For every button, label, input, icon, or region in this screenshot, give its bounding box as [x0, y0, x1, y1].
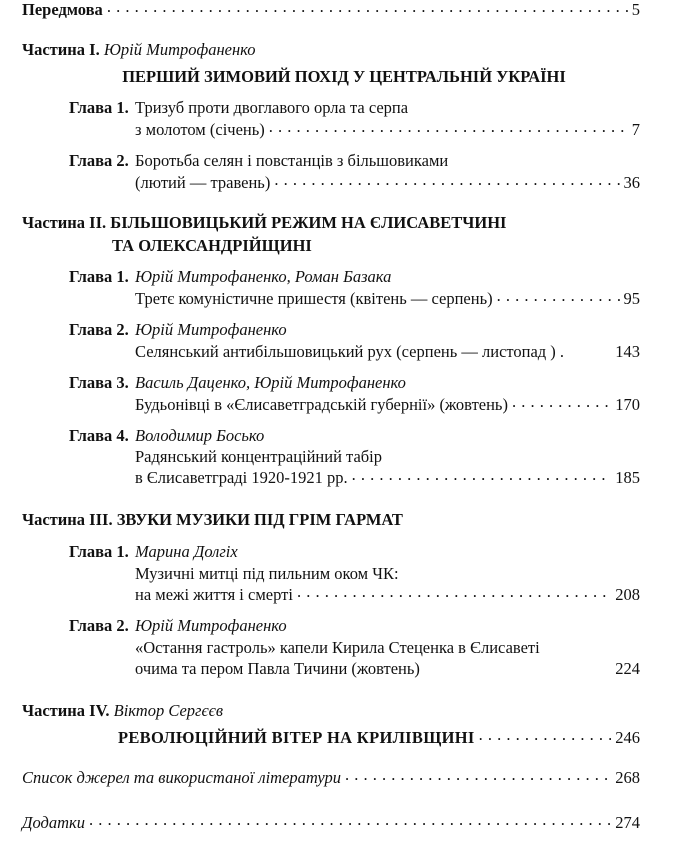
chapter-label-row — [69, 542, 238, 562]
part1-heading — [22, 40, 256, 60]
part4-title: РЕВОЛЮЦІЙНИЙ ВІТЕР НА КРИЛІВЩИНІ — [118, 728, 475, 747]
toc-page-number: 224 — [615, 659, 640, 678]
chapter-author: Володимир Босько — [135, 426, 265, 445]
chapter-title-line: очима та пером Павла Тичини (жовтень) — [135, 659, 420, 678]
toc-preface[interactable] — [22, 0, 640, 20]
toc-entry-p2-ch3[interactable] — [135, 395, 640, 415]
leader-dots — [89, 810, 611, 830]
chapter-label: Глава 1. — [69, 542, 129, 561]
toc-page-number: 246 — [615, 728, 640, 747]
chapter-label: Глава 1. — [69, 267, 129, 286]
toc-entry-p1-ch1[interactable] — [135, 120, 640, 140]
chapter-title-line: Селянський антибільшовицький рух (серпень — листопад ) . — [135, 342, 565, 361]
chapter-label: Глава 2. — [69, 320, 129, 339]
toc-entry-p2-ch4[interactable] — [135, 468, 640, 488]
chapter-title-line: (лютий — травень) — [135, 173, 271, 192]
toc-page-number: 208 — [615, 585, 640, 604]
chapter-title-line: «Остання гастроль» капели Кирила Стеценка в Єлисаветі — [135, 638, 540, 657]
toc-entry-p2-ch1[interactable] — [135, 289, 640, 309]
part-title-line2: ТА ОЛЕКСАНДРІЙЩИНІ — [112, 236, 312, 255]
toc-entry-appendix[interactable] — [22, 813, 640, 833]
chapter-label-row — [69, 616, 287, 636]
leader-dots — [479, 725, 612, 745]
chapter-title-line: в Єлисаветграді 1920-1921 рр. — [135, 468, 348, 487]
chapter-label-row — [69, 151, 448, 171]
part-title: БІЛЬШОВИЦЬКИЙ РЕЖИМ НА ЄЛИСАВЕТЧИНІ — [110, 213, 507, 232]
chapter-label-row — [69, 267, 391, 287]
chapter-title-line: на межі життя і смерті — [135, 585, 293, 604]
toc-entry-p2-ch2[interactable] — [135, 342, 640, 362]
chapter-label: Глава 2. — [69, 616, 129, 635]
chapter-author: Василь Даценко, Юрій Митрофаненко — [135, 373, 406, 392]
chapter-label-row — [69, 426, 264, 446]
part-label: Частина III. — [22, 510, 113, 529]
chapter-title-line: з молотом (січень) — [135, 120, 265, 139]
chapter-title-line: Музичні митці під пильним оком ЧК: — [135, 564, 399, 583]
chapter-label-row — [69, 373, 406, 393]
chapter-label-row — [69, 320, 287, 340]
appendix-label: Додатки — [22, 813, 86, 832]
toc-page-number: 36 — [623, 173, 640, 192]
toc-page-number: 185 — [615, 468, 640, 487]
chapter-label: Глава 2. — [69, 151, 129, 170]
leader-dots — [352, 465, 612, 485]
leader-dots — [274, 170, 619, 190]
chapter-title-line: Будьонівці в «Єлисаветградській губернії» (жовтень) — [135, 395, 508, 414]
part-label: Частина I. — [22, 40, 100, 59]
chapter-author: Марина Долгіх — [135, 542, 238, 561]
toc-page-number: 5 — [631, 0, 640, 19]
chapter-title-line: Радянський концентраційний табір — [135, 447, 383, 466]
toc-entry-p3-ch2[interactable] — [135, 659, 640, 679]
toc-entry-p3-ch1[interactable] — [135, 585, 640, 605]
leader-dots — [269, 117, 628, 137]
leader-dots — [345, 765, 611, 785]
part-author: Віктор Сергєєв — [113, 701, 224, 720]
toc-page-number: 95 — [623, 289, 640, 308]
part-label: Частина II. — [22, 213, 107, 232]
chapter-label: Глава 4. — [69, 426, 129, 445]
chapter-label: Глава 1. — [69, 98, 129, 117]
leader-dots — [497, 286, 620, 306]
sources-label: Список джерел та використаної літератури — [22, 768, 342, 787]
part-author: Юрій Митрофаненко — [103, 40, 256, 59]
part3-heading — [22, 510, 403, 530]
chapter-author: Юрій Митрофаненко — [135, 616, 287, 635]
toc-page-number: 268 — [615, 768, 640, 787]
chapter-title-line: Тризуб проти двоглавого орла та серпа — [135, 98, 409, 117]
leader-dots — [297, 582, 611, 602]
chapter-label-row — [69, 98, 408, 118]
leader-dots — [512, 392, 611, 412]
part2-heading — [22, 213, 506, 233]
part1-title: ПЕРШИЙ ЗИМОВИЙ ПОХІД У ЦЕНТРАЛЬНІЙ УКРАЇНІ — [122, 67, 566, 86]
chapter-label: Глава 3. — [69, 373, 129, 392]
part-title: ЗВУКИ МУЗИКИ ПІД ГРІМ ГАРМАТ — [116, 510, 403, 529]
toc-entry-p1-ch2[interactable] — [135, 173, 640, 193]
toc-preface-label: Передмова — [22, 0, 103, 19]
part4-heading — [22, 701, 223, 721]
chapter-author: Юрій Митрофаненко — [135, 320, 287, 339]
leader-dots — [107, 0, 628, 17]
toc-page-number: 274 — [615, 813, 640, 832]
toc-page-number: 143 — [615, 342, 640, 361]
toc-page-number: 7 — [631, 120, 640, 139]
chapter-author: Юрій Митрофаненко, Роман Базака — [135, 267, 392, 286]
toc-page-number: 170 — [615, 395, 640, 414]
toc-entry-part4[interactable] — [118, 728, 640, 748]
chapter-title-line: Третє комуністичне пришестя (квітень — серпень) — [135, 289, 493, 308]
part-label: Частина IV. — [22, 701, 110, 720]
chapter-title-line: Боротьба селян і повстанців з більшовиками — [135, 151, 449, 170]
toc-entry-sources[interactable] — [22, 768, 640, 788]
